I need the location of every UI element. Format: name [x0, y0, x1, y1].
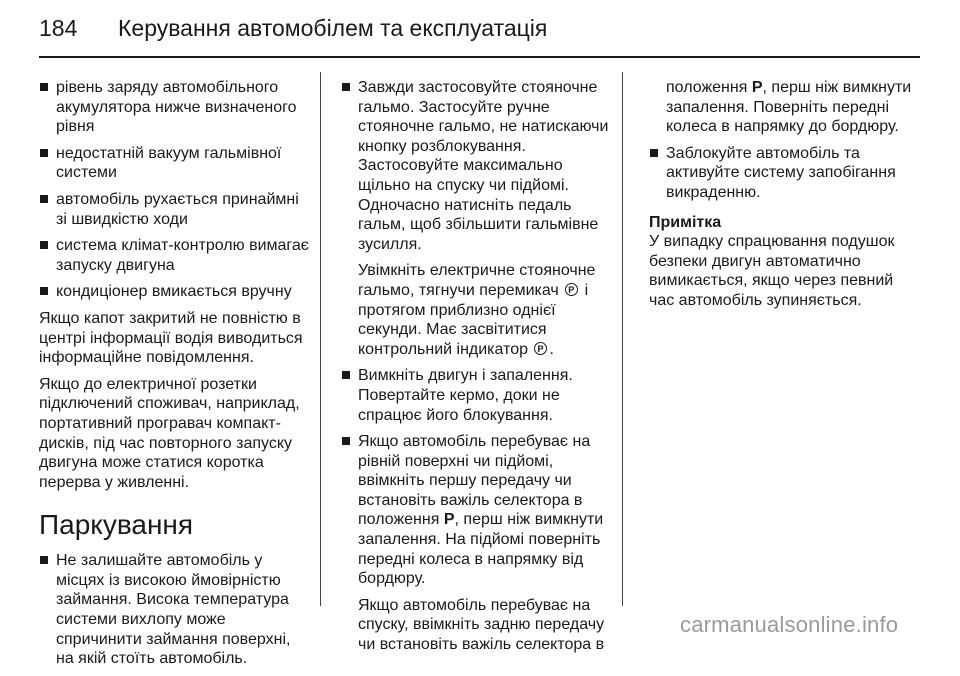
page-number: 184	[39, 14, 78, 41]
text-span: .	[549, 340, 554, 358]
text-span: Увімкніть електричне стояночне гальмо, тягнучи перемикач	[358, 262, 596, 299]
gear-label: P	[751, 79, 763, 96]
watermark: carmanualsonline.info	[680, 612, 899, 637]
text-span: , перш ніж вимкнути запалення. Поверніть передні колеса в напрямку до бордюру.	[666, 79, 912, 136]
list-item	[341, 432, 610, 589]
text-span: , перш ніж вимкнути запалення. На підйомі поверніть передні колеса в напрямку від бордюру.	[358, 511, 604, 588]
column-3	[649, 78, 914, 318]
list-item: система клімат-контролю вимагає запуску двигуна	[39, 236, 311, 275]
text-span: Якщо автомобіль перебуває на рівній поверхні чи підйомі, ввімкніть першу передачу чи встановіть важіль селектора в положення	[358, 433, 591, 529]
list-item: рівень заряду автомобільного акумулятора нижче визначеного рівня	[39, 78, 311, 137]
list-item: недостатній вакуум гальмівної системи	[39, 144, 311, 183]
paragraph-electric-brake	[341, 261, 610, 359]
page-title: Керування автомобілем та експлуатація	[118, 14, 548, 41]
list-item: Заблокуйте автомобіль та активуйте систему запобігання викраденню.	[649, 144, 914, 203]
text-span: положення	[666, 79, 748, 96]
section-heading-parking: Паркування	[39, 509, 194, 541]
list-item: автомобіль рухається принаймні зі швидкістю ходи	[39, 190, 311, 229]
header-divider	[39, 56, 920, 58]
list-item: Не залишайте автомобіль у місцях із високою ймовірністю займання. Висока температура системи вихлопу може спричинити займання поверхні, на якій стоїть автомобіль.	[39, 551, 311, 669]
list-item: кондиціонер вмикається вручну	[39, 282, 311, 302]
paragraph-downhill: Якщо автомобіль перебуває на спуску, ввімкніть задню передачу чи встановіть важіль селектора в	[358, 596, 605, 654]
gear-label: P	[443, 511, 455, 529]
column-divider-1	[320, 72, 321, 606]
paragraph-continued	[649, 78, 914, 137]
note-title: Примітка	[649, 213, 722, 231]
paragraph-socket: Якщо до електричної розетки підключений споживач, наприклад, портативний програвач компакт-дисків, під час повторного запуску двигуна може статися коротка перерва у живленні.	[39, 375, 300, 491]
column-2	[341, 78, 610, 662]
paragraph-hood: Якщо капот закритий не повністю в центрі інформації водія виводиться інформаційне повідомлення.	[39, 309, 303, 367]
column-1	[39, 78, 311, 676]
parking-brake-icon	[534, 342, 547, 355]
note-text: У випадку спрацювання подушок безпеки двигун автоматично вимикається, якщо через певний час автомобіль зупиняється.	[649, 233, 895, 309]
list-item: Завжди застосовуйте стояночне гальмо. Застосуйте ручне стояночне гальмо, не натискаючи кнопку розблокування. Застосовуйте максимально щільно на спуску чи підйомі. Одночасно натисніть педаль гальм, щоб збільшити гальмівне зусилля.	[341, 78, 610, 254]
parking-brake-icon	[565, 283, 578, 296]
column-divider-2	[622, 72, 623, 606]
list-item: Вимкніть двигун і запалення. Повертайте кермо, доки не спрацює його блокування.	[341, 366, 610, 425]
page-header	[39, 8, 919, 48]
text-span: і протягом приблизно однієї секунди. Має засвітитися контрольний індикатор	[358, 281, 589, 358]
